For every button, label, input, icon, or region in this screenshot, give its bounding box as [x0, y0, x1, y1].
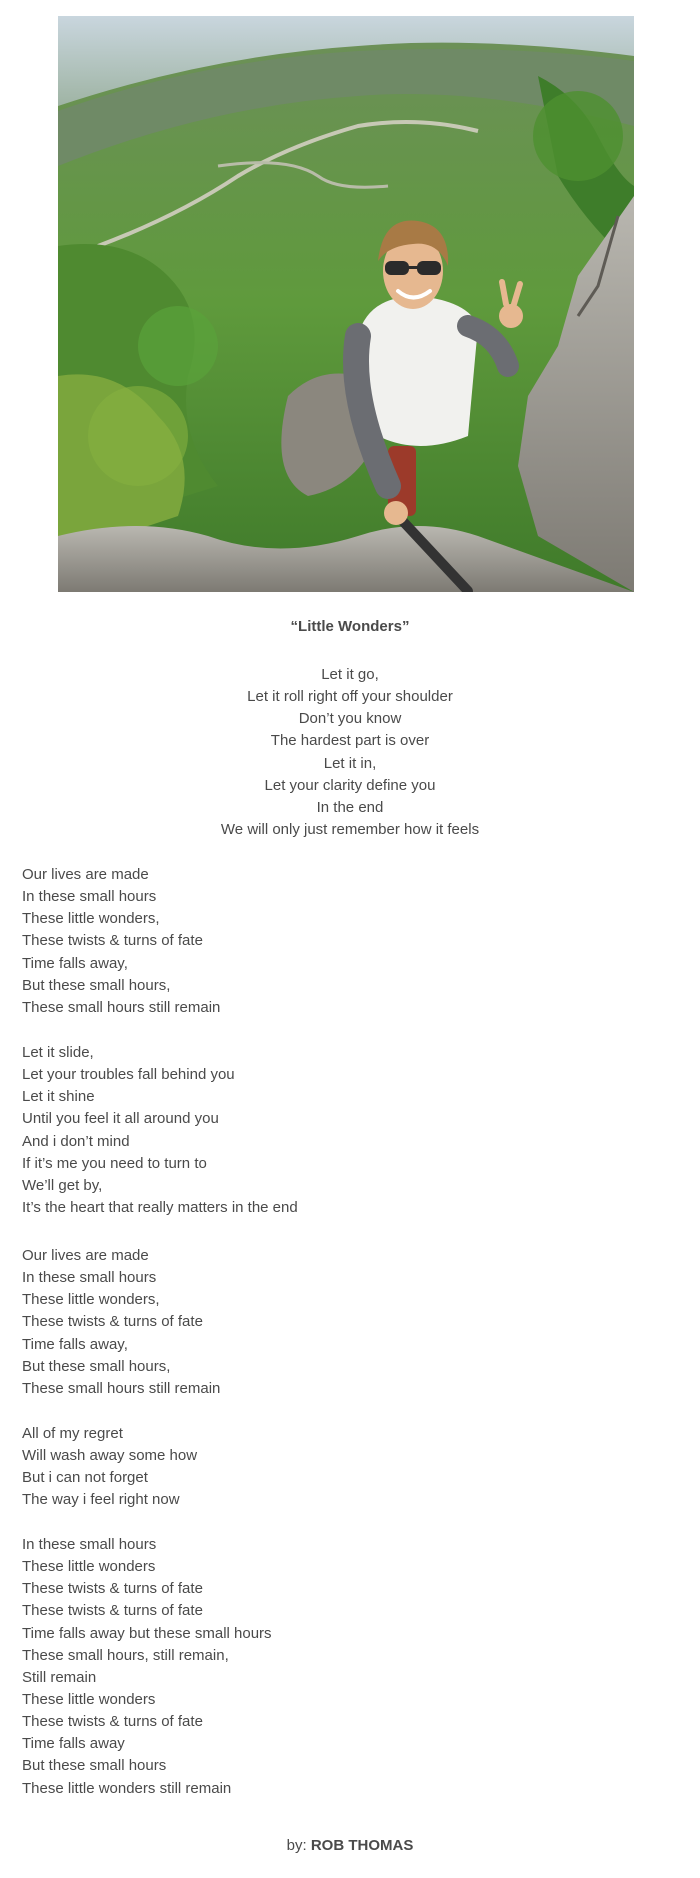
author-byline: [0, 1836, 700, 1856]
intro-line: Let it in,: [323, 754, 377, 772]
mountain-selfie-image: [58, 16, 634, 592]
stanza-5: [22, 1534, 272, 1800]
stanza-line: These twists & turns of fate: [22, 1313, 203, 1331]
stanza-line: Time falls away: [22, 1735, 125, 1753]
stanza-1: [22, 864, 220, 1019]
poem-intro: [0, 664, 700, 841]
stanza-line: These small hours still remain: [22, 1379, 221, 1397]
stanza-line: It’s the heart that really matters in the end: [22, 1198, 298, 1216]
stanza-line: In these small hours: [22, 1536, 157, 1553]
poem-title: “Little Wonders”: [290, 618, 410, 635]
stanza-line: In these small hours: [22, 1269, 157, 1287]
hero-photo: [58, 16, 634, 592]
stanza-line: Let your troubles fall behind you: [22, 1066, 235, 1084]
stanza-line: Time falls away but these small hours: [22, 1624, 272, 1642]
stanza-line: These little wonders: [22, 1558, 156, 1576]
stanza-line: Time falls away,: [22, 954, 128, 972]
stanza-line: All of my regret: [22, 1425, 123, 1442]
stanza-line: We’ll get by,: [22, 1176, 103, 1194]
intro-line: In the end: [316, 798, 384, 816]
stanza-line: These little wonders still remain: [22, 1779, 232, 1797]
stanza-line: These little wonders,: [22, 1291, 160, 1309]
intro-line: Let it roll right off your shoulder: [247, 688, 453, 706]
stanza-line: Let it shine: [22, 1088, 95, 1106]
intro-line: Don’t you know: [298, 710, 402, 728]
stanza-line: But i can not forget: [22, 1469, 148, 1487]
byline-prefix: by:: [286, 1837, 307, 1854]
stanza-line: These small hours, still remain,: [22, 1646, 229, 1664]
stanza-line: Until you feel it all around you: [22, 1110, 219, 1128]
stanza-line: But these small hours,: [22, 1357, 171, 1375]
stanza-line: Let it slide,: [22, 1044, 94, 1061]
stanza-line: These little wonders,: [22, 910, 160, 928]
stanza-line: These twists & turns of fate: [22, 1602, 203, 1620]
stanza-line: These twists & turns of fate: [22, 932, 203, 950]
author-name: ROB THOMAS: [310, 1837, 414, 1854]
stanza-line: These small hours still remain: [22, 998, 221, 1016]
stanza-line: And i don’t mind: [22, 1132, 130, 1150]
stanza-line: These twists & turns of fate: [22, 1713, 203, 1731]
intro-line: Let it go,: [321, 666, 379, 683]
stanza-line: These twists & turns of fate: [22, 1580, 203, 1598]
stanza-line: Our lives are made: [22, 866, 149, 883]
stanza-4: [22, 1423, 197, 1512]
stanza-line: Time falls away,: [22, 1335, 128, 1353]
intro-line: The hardest part is over: [270, 732, 430, 750]
stanza-line: But these small hours,: [22, 976, 171, 994]
intro-line: Let your clarity define you: [264, 776, 436, 794]
stanza-2: [22, 1042, 298, 1219]
stanza-line: The way i feel right now: [22, 1491, 180, 1509]
stanza-line: Will wash away some how: [22, 1447, 198, 1465]
stanza-line: But these small hours: [22, 1757, 167, 1775]
stanza-3: [22, 1245, 220, 1400]
intro-line: We will only just remember how it feels: [220, 820, 480, 838]
stanza-line: Still remain: [22, 1668, 97, 1686]
stanza-line: Our lives are made: [22, 1247, 149, 1264]
stanza-line: If it’s me you need to turn to: [22, 1154, 207, 1172]
stanza-line: In these small hours: [22, 888, 157, 906]
stanza-line: These little wonders: [22, 1690, 156, 1708]
